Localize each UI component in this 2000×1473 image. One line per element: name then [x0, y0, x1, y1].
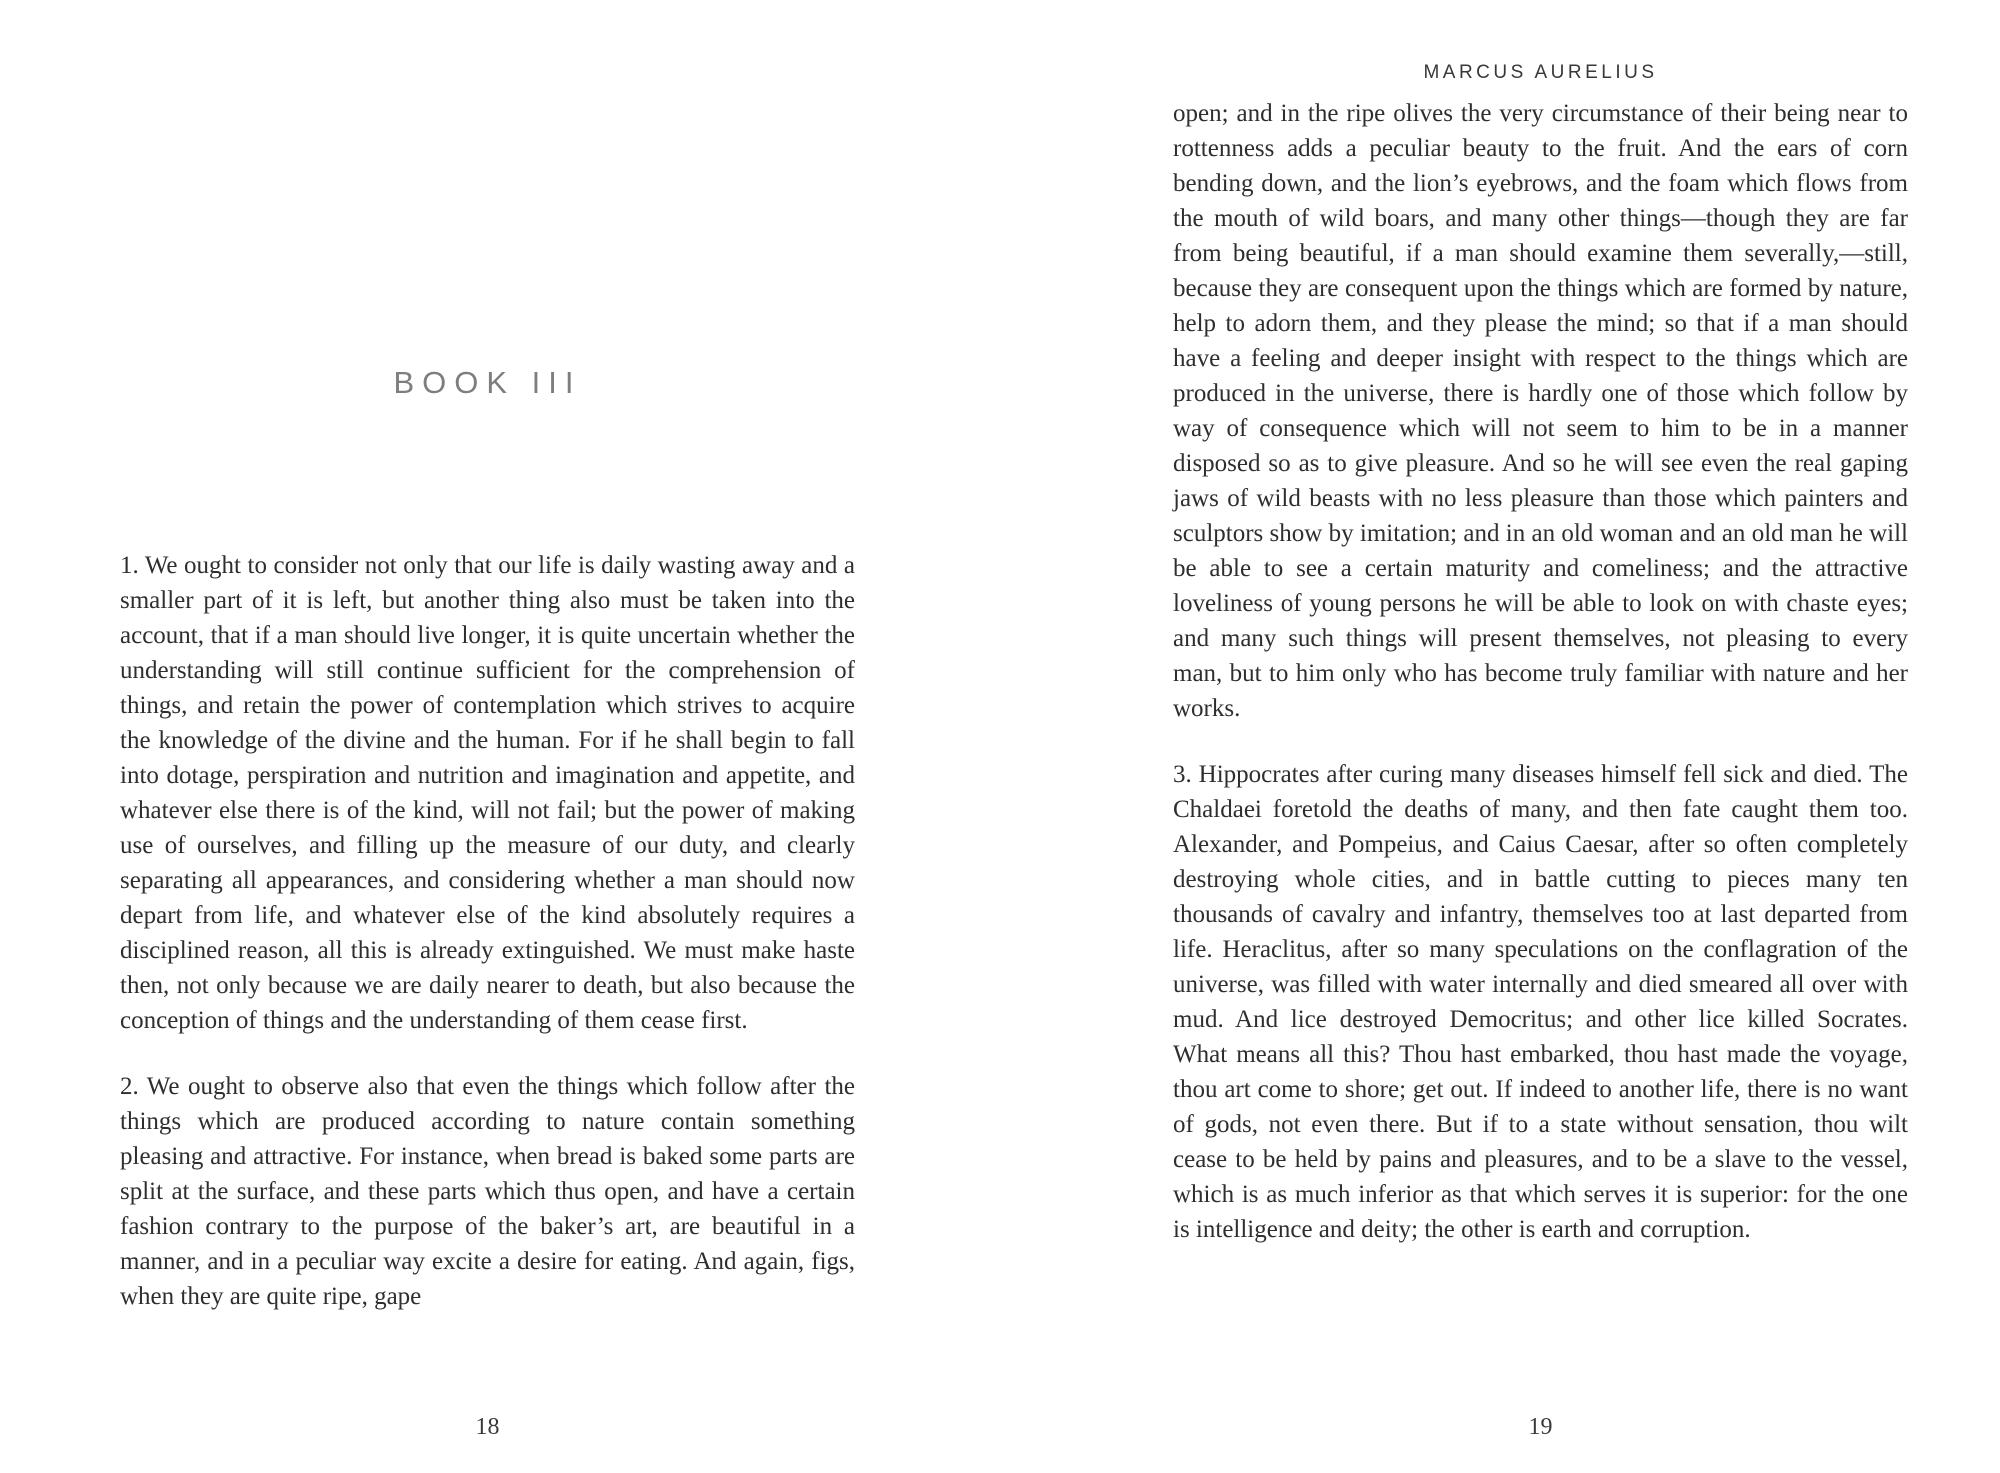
chapter-heading: BOOK III	[393, 365, 582, 400]
right-text-column	[1173, 96, 1908, 1247]
page-number-right: 19	[1528, 1414, 1553, 1440]
paragraph-2: 2. We ought to observe also that even the things which follow after the things which are produced according to nature contain something pleasing and attractive. For instance, when bread is baked some parts are split at the surface, and these parts which thus open, and have a certain fashion contrary to the purpose of the baker’s art, are beautiful in a manner, and in a peculiar way excite a desire for eating. And again, figs, when they are quite ripe, gape	[120, 1073, 855, 1310]
left-text-column	[120, 548, 855, 1314]
page-right	[1000, 0, 2000, 1473]
paragraph-2-continued: open; and in the ripe olives the very circumstance of their being near to rottenness adds a peculiar beauty to the fruit. And the ears of corn bending down, and the lion’s eyebrows, and the foam which flows from the mouth of wild boars, and many other things—though they are far from being beautiful, if a man should examine them severally,—still, because they are consequent upon the things which are formed by nature, help to adorn them, and they please the mind; so that if a man should have a feeling and deeper insight with respect to the things which are produced in the universe, there is hardly one of those which follow by way of consequence which will not seem to him to be in a manner disposed so as to give pleasure. And so he will see even the real gaping jaws of wild beasts with no less pleasure than those which painters and sculptors show by imitation; and in an old woman and an old man he will be able to see a certain maturity and comeliness; and the attractive loveliness of young persons he will be able to look on with chaste eyes; and many such things will present themselves, not pleasing to every man, but to him only who has become truly familiar with nature and her works.	[1173, 100, 1908, 722]
paragraph-3: 3. Hippocrates after curing many diseases himself fell sick and died. The Chaldaei foretold the deaths of many, and then fate caught them too. Alexander, and Pompeius, and Caius Caesar, after so often completely destroying whole cities, and in battle cutting to pieces many ten thousands of cavalry and infantry, themselves too at last departed from life. Heraclitus, after so many speculations on the conflagration of the universe, was filled with water internally and died smeared all over with mud. And lice destroyed Democritus; and other lice killed Socrates. What means all this? Thou hast embarked, thou hast made the voyage, thou art come to shore; get out. If indeed to another life, there is no want of gods, not even there. But if to a state without sensation, thou wilt cease to be held by pains and pleasures, and to be a slave to the vessel, which is as much inferior as that which serves it is superior: for the one is intelligence and deity; the other is earth and corruption.	[1173, 761, 1908, 1243]
page-number-left: 18	[475, 1414, 500, 1440]
paragraph-1: 1. We ought to consider not only that our life is daily wasting away and a smaller part of it is left, but another thing also must be taken into the account, that if a man should live longer, it is quite uncertain whether the understanding will still continue sufficient for the comprehension of things, and retain the power of contemplation which strives to acquire the knowledge of the divine and the human. For if he shall begin to fall into dotage, perspiration and nutrition and imagination and appetite, and whatever else there is of the kind, will not fail; but the power of making use of ourselves, and filling up the measure of our duty, and clearly separating all appearances, and considering whether a man should now depart from life, and whatever else of the kind absolutely requires a disciplined reason, all this is already extinguished. We must make haste then, not only because we are daily nearer to death, but also because the conception of things and the understanding of them cease first.	[120, 552, 855, 1034]
running-header: MARCUS AURELIUS	[1423, 62, 1658, 83]
